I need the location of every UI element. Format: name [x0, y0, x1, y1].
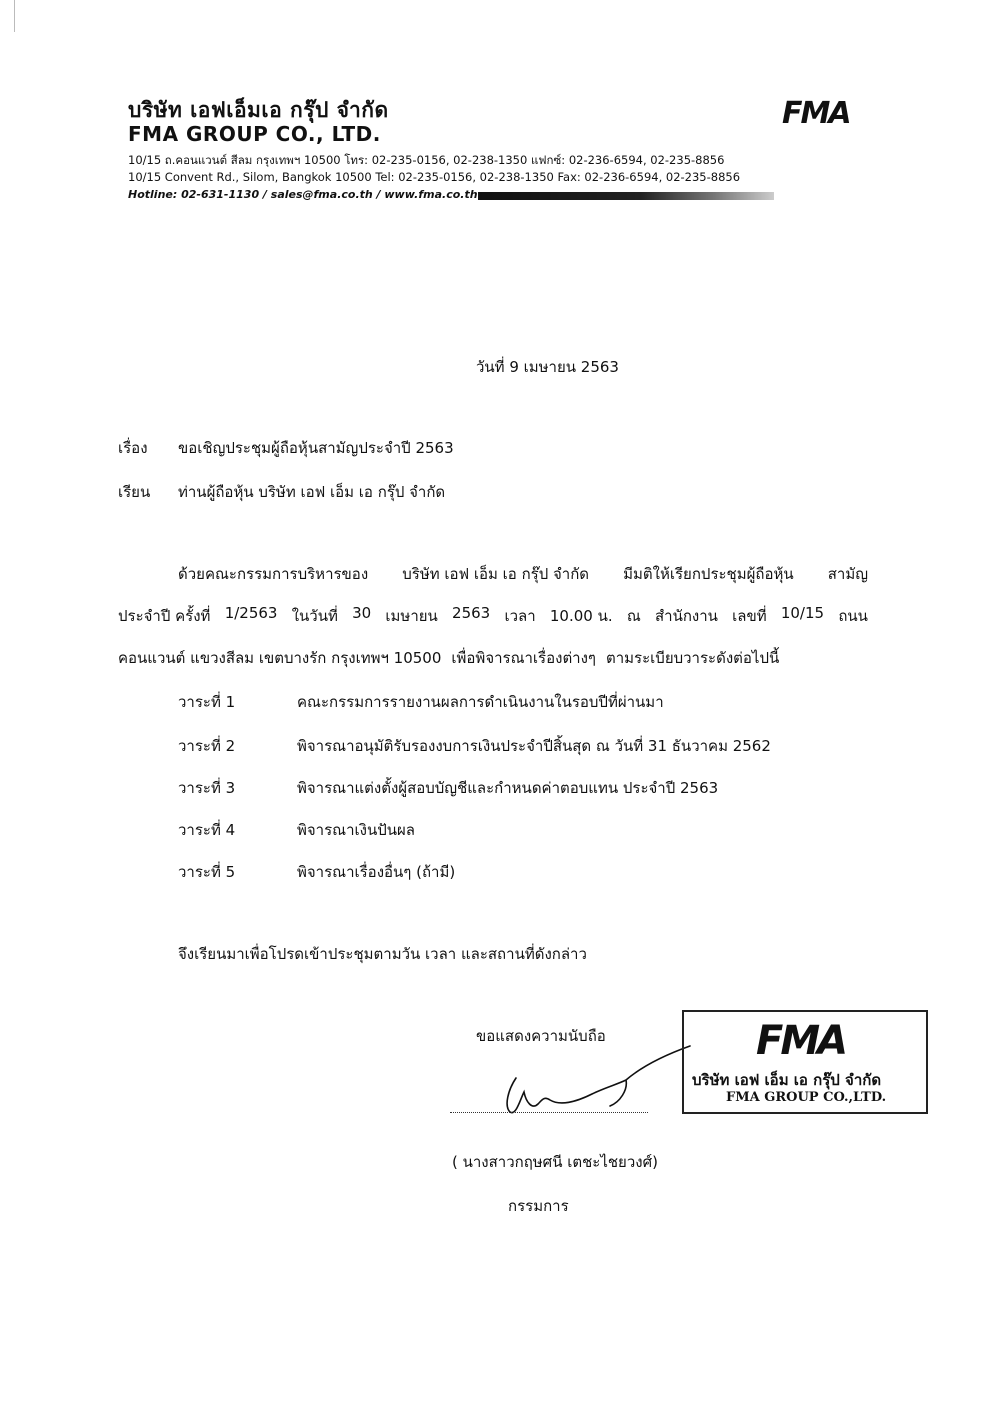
paragraph-word: มีมติให้เรียกประชุมผู้ถือหุ้น [623, 565, 794, 583]
paragraph-word: บริษัท เอฟ เอ็ม เอ กรุ๊ป จำกัด [402, 565, 590, 583]
signature-line [450, 1112, 648, 1113]
hotline-line: Hotline: 02-631-1130 / sales@fma.co.th / www.fma.co.th [128, 188, 478, 201]
agenda-number: วาระที่ 3 [178, 779, 236, 797]
agenda-number: วาระที่ 1 [178, 693, 236, 711]
company-name-english: FMA GROUP CO., LTD. [128, 122, 381, 146]
letterhead-rule [478, 192, 774, 200]
company-name-thai: บริษัท เอฟเอ็มเอ กรุ๊ป จำกัด [128, 98, 389, 122]
paragraph-word: 30 [352, 604, 372, 622]
agenda-text: พิจารณาอนุมัติรับรองงบการเงินประจำปีสิ้นสุด ณ วันที่ 31 ธันวาคม 2562 [297, 737, 771, 755]
agenda-text: พิจารณาเงินปันผล [297, 821, 415, 839]
stamp-company-thai: บริษัท เอฟ เอ็ม เอ กรุ๊ป จำกัด [692, 1071, 882, 1089]
paragraph-word: ประจำปี ครั้งที่ [118, 607, 211, 625]
handwritten-signature [480, 1030, 700, 1120]
address-thai: 10/15 ถ.คอนแวนต์ สีลม กรุงเทพฯ 10500 โทร: 02-235-0156, 02-238-1350 แฟกซ์: 02-236-6594, 02-235-8856 [128, 153, 725, 167]
agenda-text: พิจารณาเรื่องอื่นๆ (ถ้ามี) [297, 863, 456, 881]
subject-label: เรื่อง [118, 439, 148, 457]
paragraph-word: คอนแวนต์ แขวงสีลม เขตบางรัก กรุงเทพฯ 10500 [118, 649, 442, 667]
address-english: 10/15 Convent Rd., Silom, Bangkok 10500 Tel: 02-235-0156, 02-238-1350 Fax: 02-236-6594, 02-235-8856 [128, 170, 741, 184]
company-logo: FMA [782, 96, 850, 131]
scan-margin-mark [14, 0, 15, 32]
paragraph-word: ณ [626, 607, 641, 625]
signer-title: กรรมการ [508, 1197, 569, 1215]
paragraph-line-3 [118, 646, 868, 670]
company-stamp [682, 1010, 928, 1114]
paragraph-word: เลขที่ [732, 607, 767, 625]
signer-name: ( นางสาวกฤษศนี เตชะไชยวงศ์) [452, 1153, 658, 1171]
paragraph-word: เวลา [504, 607, 536, 625]
paragraph-word: เพื่อพิจารณาเรื่องต่างๆ [451, 649, 596, 667]
recipient-text: ท่านผู้ถือหุ้น บริษัท เอฟ เอ็ม เอ กรุ๊ป จำกัด [178, 483, 446, 501]
paragraph-word: เมษายน [385, 607, 438, 625]
agenda-number: วาระที่ 4 [178, 821, 236, 839]
paragraph-line-2 [118, 604, 868, 628]
paragraph-word: 1/2563 [224, 604, 278, 622]
agenda-number: วาระที่ 5 [178, 863, 236, 881]
regards-line: ขอแสดงความนับถือ [476, 1027, 606, 1045]
paragraph-word: 10.00 น. [549, 607, 613, 625]
stamp-logo: FMA [756, 1018, 846, 1064]
paragraph-word: สามัญ [827, 565, 868, 583]
paragraph-word: สำนักงาน [654, 607, 718, 625]
paragraph-word: ถนน [838, 607, 868, 625]
closing-sentence: จึงเรียนมาเพื่อโปรดเข้าประชุมตามวัน เวลา และสถานที่ดังกล่าว [178, 945, 587, 963]
paragraph-word: 10/15 [780, 604, 825, 622]
subject-text: ขอเชิญประชุมผู้ถือหุ้นสามัญประจำปี 2563 [178, 439, 454, 457]
paragraph-word: ตามระเบียบวาระดังต่อไปนี้ [606, 649, 780, 667]
letter-date: วันที่ 9 เมษายน 2563 [476, 358, 619, 376]
paragraph-word: ด้วยคณะกรรมการบริหารของ [178, 565, 369, 583]
stamp-company-english: FMA GROUP CO.,LTD. [726, 1090, 887, 1105]
paragraph-line-1 [178, 562, 868, 586]
recipient-label: เรียน [118, 483, 151, 501]
agenda-text: พิจารณาแต่งตั้งผู้สอบบัญชีและกำหนดค่าตอบแทน ประจำปี 2563 [297, 779, 719, 797]
agenda-number: วาระที่ 2 [178, 737, 236, 755]
paragraph-word: ในวันที่ [291, 607, 338, 625]
agenda-text: คณะกรรมการรายงานผลการดำเนินงานในรอบปีที่ผ่านมา [297, 693, 664, 711]
paragraph-word: 2563 [452, 604, 491, 622]
